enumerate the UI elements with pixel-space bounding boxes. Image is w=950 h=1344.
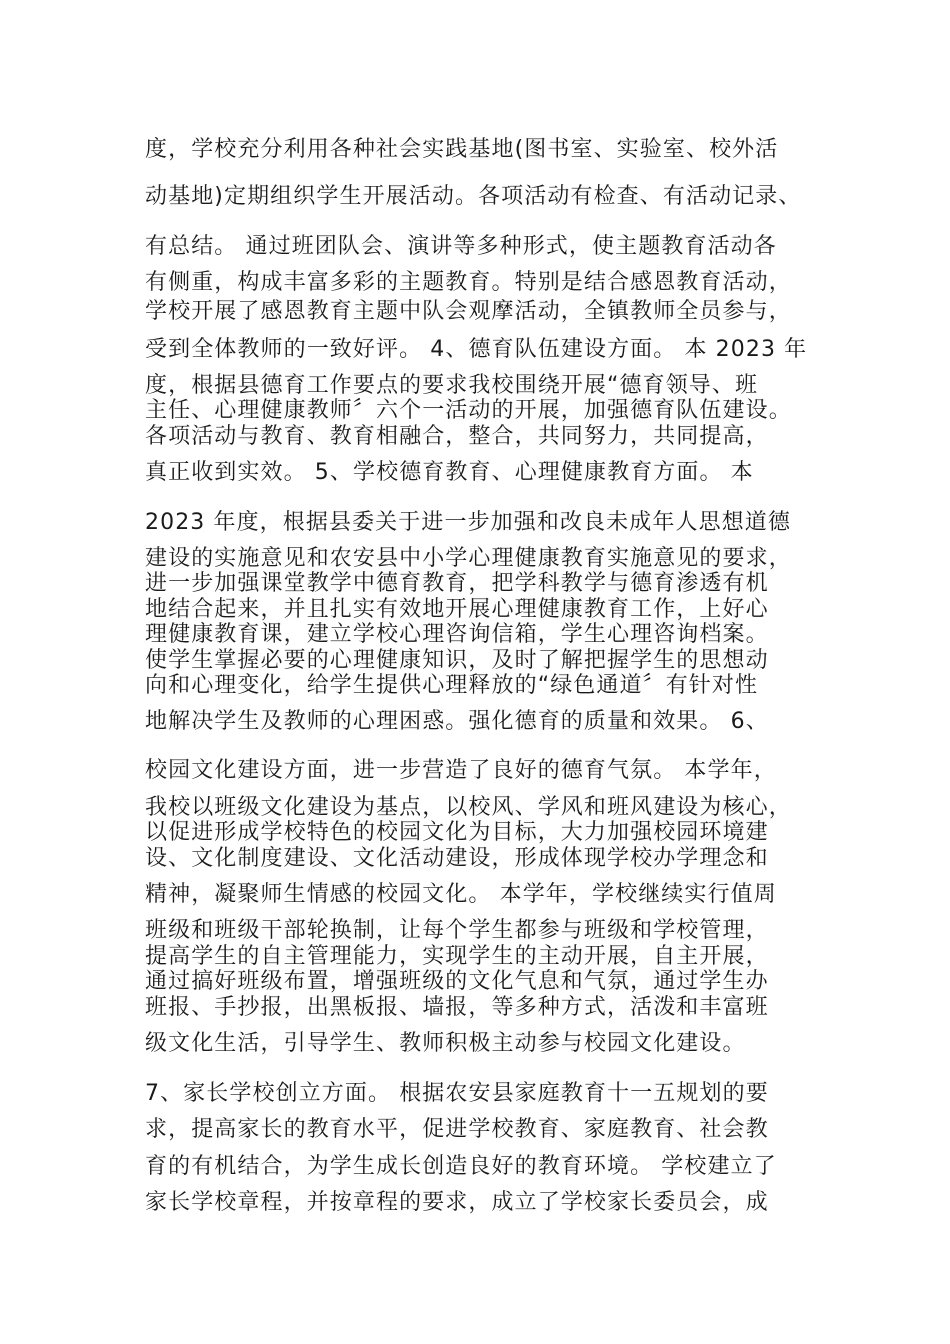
text-line: 有总结。 通过班团队会、演讲等多种形式，使主题教育活动各 [145,234,777,259]
text-line: 设、文化制度建设、文化活动建设，形成体现学校办学理念和 [145,846,769,871]
text-line: 求，提高家长的教育水平，促进学校教育、家庭教育、社会教 [145,1117,769,1142]
text-line: 地结合起来，并且扎实有效地开展心理健康教育工作，上好心 [145,597,769,622]
text-line: 家长学校章程，并按章程的要求，成立了学校家长委员会，成 [145,1190,769,1215]
text-line: 育的有机结合，为学生成长创造良好的教育环境。 学校建立了 [145,1154,777,1179]
text-line: 度，学校充分利用各种社会实践基地(图书室、实验室、校外活 [145,137,779,162]
text-line: 度，根据县德育工作要点的要求我校围绕开展“德育领导、班 [145,373,759,398]
text-line: 班级和班级干部轮换制，让每个学生都参与班级和学校管理， [145,918,769,943]
text-line: 进一步加强课堂教学中德育教育，把学科教学与德育渗透有机 [145,571,769,596]
text-line: 校园文化建设方面，进一步营造了良好的德育气氛。 本学年， [145,758,777,783]
text-line: 精神，凝聚师生情感的校园文化。 本学年，学校继续实行值周 [145,882,777,907]
text-line: 理健康教育课，建立学校心理咨询信箱，学生心理咨询档案。 [145,622,769,647]
text-line: 地解决学生及教师的心理困惑。强化德育的质量和效果。 6、 [145,709,769,734]
text-line: 有侧重，构成丰富多彩的主题教育。特别是结合感恩教育活动， [145,270,792,295]
text-line: 我校以班级文化建设为基点，以校风、学风和班风建设为核心， [145,795,792,820]
text-line: 受到全体教师的一致好评。 4、德育队伍建设方面。 本 2023 年 [145,337,808,362]
text-line: 班报、手抄报，出黑板报、墙报，等多种方式，活泼和丰富班 [145,995,769,1020]
text-line: 通过搞好班级布置，增强班级的文化气息和气氛，通过学生办 [145,969,769,994]
text-line: 2023 年度，根据县委关于进一步加强和改良未成年人思想道德 [145,510,791,535]
text-line: 使学生掌握必要的心理健康知识，及时了解把握学生的思想动 [145,648,769,673]
text-line: 提高学生的自主管理能力，实现学生的主动开展，自主开展， [145,944,769,969]
text-line: 主任、心理健康教师〞六个一活动的开展，加强德育队伍建设。 [145,398,792,423]
text-line: 真正收到实效。 5、学校德育教育、心理健康教育方面。 本 [145,460,754,485]
text-line: 以促进形成学校特色的校园文化为目标，大力加强校园环境建 [145,820,769,845]
text-line: 级文化生活，引导学生、教师积极主动参与校园文化建设。 [145,1031,746,1056]
text-line: 动基地)定期组织学生开展活动。各项活动有检查、有活动记录、 [145,184,802,209]
text-line: 建设的实施意见和农安县中小学心理健康教育实施意见的要求， [145,546,792,571]
text-line: 各项活动与教育、教育相融合，整合，共同努力，共同提高， [145,424,769,449]
text-line: 7、家长学校创立方面。 根据农安县家庭教育十一五规划的要 [145,1081,769,1106]
text-line: 学校开展了感恩教育主题中队会观摩活动，全镇教师全员参与， [145,299,792,324]
text-line: 向和心理变化，给学生提供心理释放的“绿色通道〞有针对性 [145,673,759,698]
